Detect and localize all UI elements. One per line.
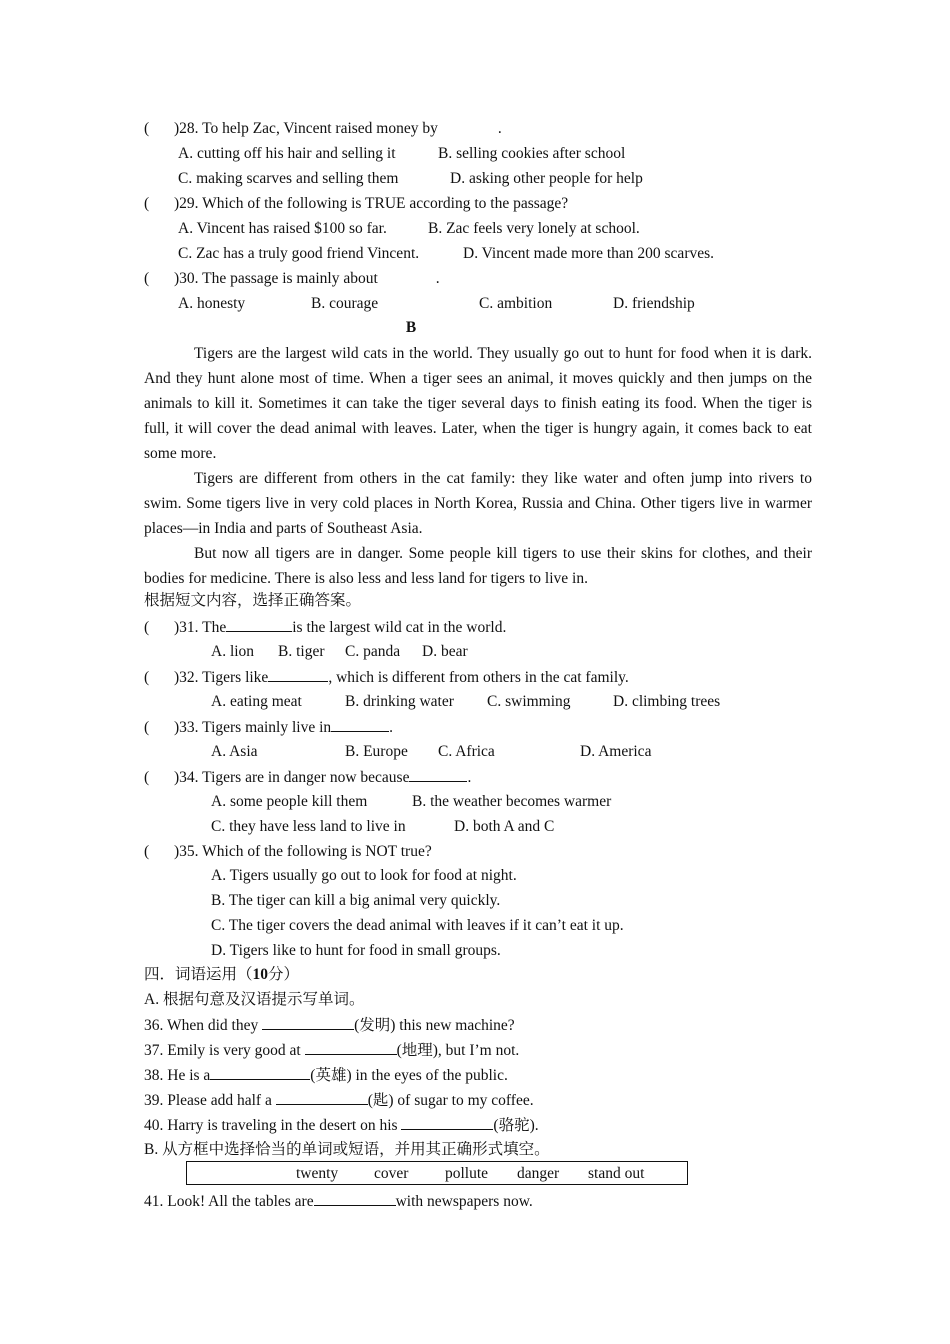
fill-in-blank[interactable] [262,1015,354,1030]
q29-option-a: A. Vincent has raised $100 so far. [178,220,387,237]
q30-option-a: A. honesty [178,295,246,312]
q29-option-c: C. Zac has a truly good friend Vincent. [178,245,420,262]
passage-paragraph-1: Tigers are the largest wild cats in the world. They usually go out to hunt for food when it is dark. And they hunt alone most of time. When a tiger sees an animal, it moves quickly and then jumps on the animals to kill it. Sometimes it can take the tiger several days to finish eating its food. When the tiger is full, it will cover the dead animal with leaves. Later, when the tiger is hungry again, it comes back to eat some more. [144,345,812,462]
question-31: ( )31. The is the largest wild cat in the world. [144,619,507,636]
q28-option-c: C. making scarves and selling them [178,170,399,187]
section-b-heading: B [405,319,417,336]
fill-in-blank[interactable] [314,1191,396,1206]
q33-option-b: B. Europe [345,743,408,760]
question-35: ( )35. Which of the following is NOT true? [144,843,432,860]
question-33: ( )33. Tigers mainly live in . [144,719,394,736]
question-28-stem: 28. To help Zac, Vincent raised money by [179,120,438,137]
question-38: 38. He is a (英雄) in the eyes of the public. [144,1067,508,1084]
q32-option-d: D. climbing trees [613,693,721,710]
answer-blank[interactable] [226,617,292,632]
q32-option-a: A. eating meat [211,693,302,710]
q31-option-c: C. panda [345,643,401,660]
question-32: ( )32. Tigers like , which is different from others in the cat family. [144,669,629,686]
q33-option-a: A. Asia [211,743,258,760]
part-a-instruction: A. 根据句意及汉语提示写单词。 [144,991,365,1008]
q28-option-b: B. selling cookies after school [438,145,626,162]
word-box [186,1161,688,1185]
fill-in-blank[interactable] [210,1065,310,1080]
question-29: ( )29. Which of the following is TRUE according to the passage? [144,195,569,212]
word-box-item: twenty [296,1165,339,1182]
passage-paragraph-2: Tigers are different from others in the cat family: they like water and often jump into rivers to swim. Some tigers live in very cold places in North Korea, Russia and China. Other tigers live in warmer places—in India and parts of Southeast Asia. [144,470,812,537]
q35-option-d: D. Tigers like to hunt for food in small groups. [211,942,501,959]
q34-option-a: A. some people kill them [211,793,368,810]
question-29-stem: 29. Which of the following is TRUE according to the passage? [179,195,569,212]
q33-option-c: C. Africa [438,743,495,760]
q34-option-d: D. both A and C [454,818,555,835]
q32-option-b: B. drinking water [345,693,454,710]
question-30-stem: 30. The passage is mainly about [179,270,378,287]
word-box-item: stand out [588,1165,645,1182]
section-four-title: 四．词语运用（10分） [144,966,300,983]
question-41: 41. Look! All the tables are with newspapers now. [144,1193,533,1210]
q28-option-d: D. asking other people for help [450,170,643,187]
q35-option-b: B. The tiger can kill a big animal very quickly. [211,892,501,909]
answer-blank[interactable] [409,767,467,782]
section-b-instruction: 根据短文内容，选择正确答案。 [144,592,362,609]
question-30: ( )30. The passage is mainly about . [144,270,440,287]
question-28: ( )28. To help Zac, Vincent raised money by . [144,120,502,137]
q34-option-b: B. the weather becomes warmer [412,793,612,810]
question-39: 39. Please add half a (匙) of sugar to my coffee. [144,1092,534,1109]
word-box-item: pollute [445,1165,489,1182]
q30-option-d: D. friendship [613,295,695,312]
q29-option-b: B. Zac feels very lonely at school. [428,220,640,237]
passage-paragraph-3: But now all tigers are in danger. Some people kill tigers to use their skins for clothes, and their bodies for medicine. There is also less and less land for tigers to live in. [144,545,812,587]
q30-option-b: B. courage [311,295,379,312]
q34-option-c: C. they have less land to live in [211,818,406,835]
question-40: 40. Harry is traveling in the desert on his (骆驼). [144,1117,539,1134]
answer-blank[interactable] [268,667,328,682]
fill-in-blank[interactable] [401,1115,493,1130]
fill-in-blank[interactable] [305,1040,397,1055]
word-box-item: danger [517,1165,560,1182]
q31-option-d: D. bear [422,643,468,660]
word-box-item: cover [374,1165,409,1182]
answer-blank[interactable] [331,717,389,732]
question-34: ( )34. Tigers are in danger now because . [144,769,472,786]
q35-option-a: A. Tigers usually go out to look for food at night. [211,867,517,884]
q28-option-a: A. cutting off his hair and selling it [178,145,396,162]
fill-in-blank[interactable] [276,1090,368,1105]
question-37: 37. Emily is very good at (地理), but I’m not. [144,1042,520,1059]
q32-option-c: C. swimming [487,693,571,710]
q35-option-c: C. The tiger covers the dead animal with leaves if it can’t eat it up. [211,917,624,934]
part-b-instruction: B. 从方框中选择恰当的单词或短语，并用其正确形式填空。 [144,1141,550,1158]
q30-option-c: C. ambition [479,295,553,312]
q33-option-d: D. America [580,743,652,760]
q29-option-d: D. Vincent made more than 200 scarves. [463,245,715,262]
q31-option-b: B. tiger [278,643,325,660]
q31-option-a: A. lion [211,643,255,660]
question-36: 36. When did they (发明) this new machine? [144,1017,515,1034]
